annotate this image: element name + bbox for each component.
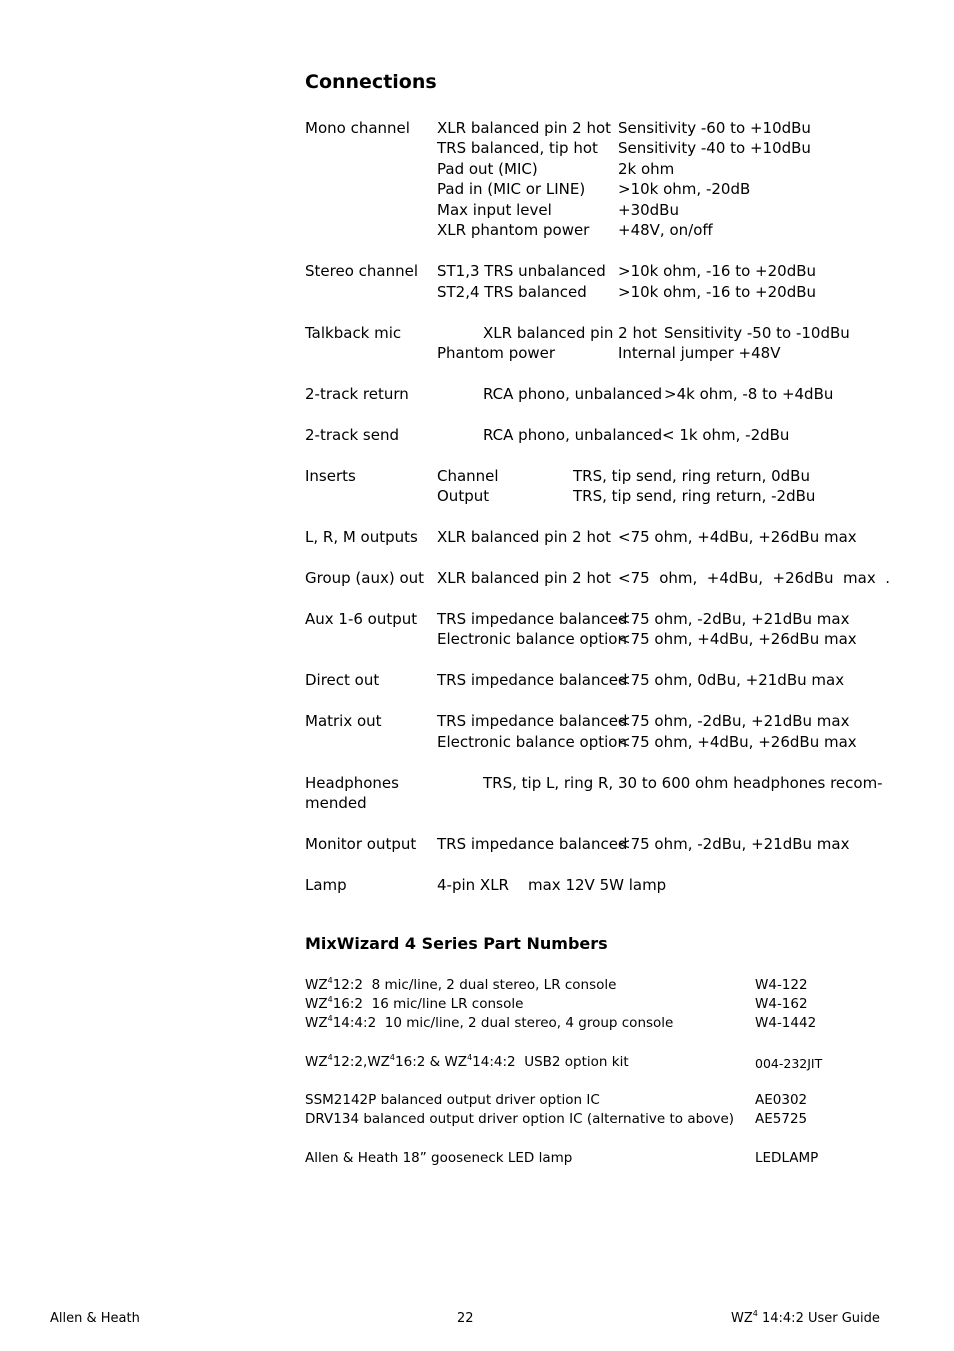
spec-connector: TRS impedance balanced (437, 835, 628, 853)
part-row: $WZ^412:2$ 8 mic/line, 2 dual stereo, LR console (305, 976, 617, 993)
spec-connector: XLR balanced pin 2 hot (437, 528, 612, 546)
spec-connector: RCA phono, unbalanced (483, 385, 663, 403)
spec-label: Lamp (305, 876, 347, 894)
spec-connector: Pad out (MIC) (437, 160, 538, 178)
footer-company: Allen & Heath (50, 1311, 140, 1326)
part-row: $WZ^412:2,WZ^416:2$ & $WZ^414:4:2$ USB2 option kit (305, 1053, 629, 1070)
spec-label: 2-track send (305, 426, 399, 444)
spec-label: Matrix out (305, 712, 382, 730)
part-code: W4-162 (755, 996, 808, 1012)
spec-value: >10k ohm, -20dB (618, 180, 751, 198)
spec-connector: TRS balanced, tip hot (437, 139, 598, 157)
spec-connector: 4-pin XLR (437, 876, 509, 894)
part-code: W4-1442 (755, 1015, 817, 1031)
spec-value: +48V, on/off (618, 221, 713, 239)
part-row: SSM2142P balanced output driver option IC (305, 1092, 600, 1108)
spec-connector: TRS impedance balanced (437, 712, 628, 730)
spec-value: <75 ohm, -2dBu, +21dBu max (618, 610, 850, 628)
spec-value: +30dBu (618, 201, 679, 219)
spec-value: TRS, tip send, ring return, -2dBu (573, 487, 816, 505)
spec-value: < 1k ohm, -2dBu (662, 426, 790, 444)
part-row: $WZ^414:4:2$ 10 mic/line, 2 dual stereo, 4 group console (305, 1014, 674, 1031)
spec-connector: Phantom power (437, 344, 556, 362)
footer-guide-title: $WZ^4$ 14:4:2 User Guide (731, 1309, 880, 1326)
spec-label: Direct out (305, 671, 380, 689)
spec-label: Stereo channel (305, 262, 418, 280)
spec-value: >10k ohm, -16 to +20dBu (618, 262, 817, 280)
part-row: DRV134 balanced output driver option IC (alternative to above) (305, 1111, 735, 1127)
spec-value: Sensitivity -60 to +10dBu (618, 119, 811, 137)
spec-value: <75 ohm, +4dBu, +26dBu max . (618, 569, 891, 587)
spec-value: <75 ohm, -2dBu, +21dBu max (618, 712, 850, 730)
spec-value: Sensitivity -50 to -10dBu (664, 324, 850, 342)
part-code: LEDLAMP (755, 1150, 819, 1166)
spec-value: <75 ohm, -2dBu, +21dBu max (618, 835, 850, 853)
spec-connector: TRS impedance balanced (437, 610, 628, 628)
spec-value: <75 ohm, +4dBu, +26dBu max (618, 528, 857, 546)
spec-label: Monitor output (305, 835, 417, 853)
spec-value: Sensitivity -40 to +10dBu (618, 139, 811, 157)
spec-connector: Pad in (MIC or LINE) (437, 180, 586, 198)
spec-connector: Channel (437, 467, 499, 485)
spec-value: 2k ohm (618, 160, 675, 178)
spec-label: Mono channel (305, 119, 410, 137)
spec-connector: ST2,4 TRS balanced (437, 283, 587, 301)
spec-connector: XLR balanced pin 2 hot (437, 569, 612, 587)
spec-connector: RCA phono, unbalanced (483, 426, 663, 444)
spec-label: L, R, M outputs (305, 528, 418, 546)
spec-connector: XLR balanced pin 2 hot (437, 119, 612, 137)
spec-label: 2-track return (305, 385, 409, 403)
part-row: Allen & Heath 18” gooseneck LED lamp (305, 1150, 573, 1166)
spec-value: <75 ohm, +4dBu, +26dBu max (618, 630, 857, 648)
part-numbers-heading: MixWizard 4 Series Part Numbers (305, 934, 608, 953)
spec-value: >4k ohm, -8 to +4dBu (664, 385, 834, 403)
spec-value: <75 ohm, 0dBu, +21dBu max (618, 671, 845, 689)
spec-connector: Electronic balance option (437, 733, 627, 751)
part-code: 004-232JIT (755, 1056, 823, 1071)
spec-value: max 12V 5W lamp (528, 876, 667, 894)
spec-value: Internal jumper +48V (618, 344, 781, 362)
spec-connector: ST1,3 TRS unbalanced (437, 262, 606, 280)
part-row: $WZ^416:2$ 16 mic/line LR console (305, 995, 524, 1012)
spec-connector: XLR balanced pin 2 hot (483, 324, 658, 342)
spec-connector: Max input level (437, 201, 552, 219)
spec-value: TRS, tip send, ring return, 0dBu (573, 467, 810, 485)
spec-wrap-text: mended (305, 794, 367, 812)
footer-page-number: 22 (457, 1311, 474, 1326)
spec-label: Inserts (305, 467, 356, 485)
part-code: AE0302 (755, 1092, 808, 1108)
part-code: W4-122 (755, 977, 808, 993)
spec-value: >10k ohm, -16 to +20dBu (618, 283, 817, 301)
page-title: Connections (305, 71, 437, 93)
spec-label: Talkback mic (305, 324, 402, 342)
spec-value: <75 ohm, +4dBu, +26dBu max (618, 733, 857, 751)
spec-connector: XLR phantom power (437, 221, 590, 239)
spec-label: Aux 1-6 output (305, 610, 418, 628)
spec-label: Headphones (305, 774, 399, 792)
spec-connector: Output (437, 487, 490, 505)
spec-connector: TRS, tip L, ring R, 30 to 600 ohm headphones recom- (483, 774, 883, 792)
spec-label: Group (aux) out (305, 569, 425, 587)
part-code: AE5725 (755, 1111, 808, 1127)
spec-connector: Electronic balance option (437, 630, 627, 648)
spec-connector: TRS impedance balanced (437, 671, 628, 689)
